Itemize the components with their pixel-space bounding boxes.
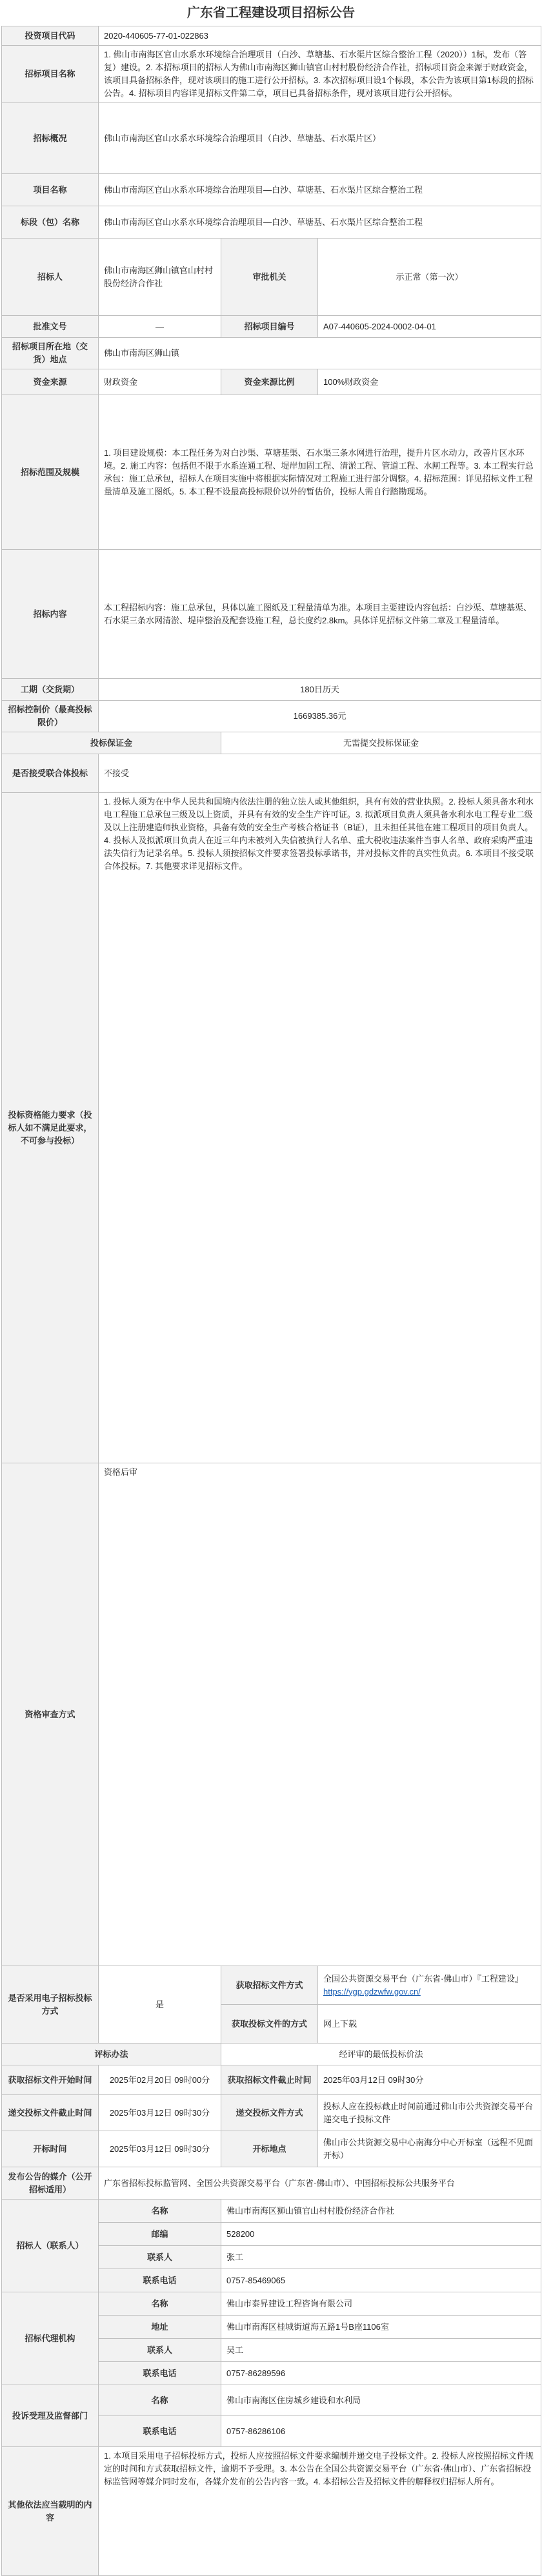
field-value: 2020-440605-77-01-022863 bbox=[99, 26, 541, 46]
field-value: 佛山市南海区官山水系水环境综合治理项目—白沙、草塘基、石水渠片区综合整治工程 bbox=[99, 206, 541, 239]
field-label: 是否采用电子招标投标方式 bbox=[2, 1966, 99, 2044]
table-row bbox=[2, 732, 541, 754]
table-row bbox=[2, 206, 541, 239]
field-label: 工期（交货期） bbox=[2, 679, 99, 701]
field-label: 投诉受理及监督部门 bbox=[2, 2385, 99, 2447]
table-row bbox=[2, 550, 541, 679]
field-label: 审批机关 bbox=[221, 239, 318, 316]
table-row bbox=[2, 2167, 541, 2200]
table-row bbox=[2, 2095, 541, 2131]
field-label: 招标项目编号 bbox=[221, 316, 318, 338]
field-label: 招标概况 bbox=[2, 103, 99, 174]
table-row bbox=[2, 369, 541, 395]
field-value: 无需提交投标保证金 bbox=[221, 732, 541, 754]
field-label: 联系人 bbox=[99, 2246, 221, 2269]
table-row bbox=[2, 46, 541, 103]
field-value: 2025年03月12日 09时30分 bbox=[318, 2065, 541, 2095]
field-value: 广东省招标投标监管网、全国公共资源交易平台（广东省·佛山市）、中国招标投标公共服务平台 bbox=[99, 2167, 541, 2200]
field-value: 1. 项目建设规模：本工程任务为对白沙渠、草塘基渠、石水渠三条水网进行治理，提升片区水动力，改善片区水环境。2. 施工内容：包括但不限于水系连通工程、堤岸加固工程、清淤工程、管道工程、水闸工程等。3. 本工程实行总承包：施工总承包，招标人在项目实施中将根据实际情况对工程施工进行部分调整。4. 招标范围：详见招标文件工程量清单及施工图纸。5. 本工程不设最高投标限价以外的暂估价，投标人需自行踏勘现场。 bbox=[99, 395, 541, 550]
field-label: 招标代理机构 bbox=[2, 2292, 99, 2385]
field-value: 佛山市南海区官山水系水环境综合治理项目（白沙、草塘基、石水渠片区） bbox=[99, 103, 541, 174]
field-value: 经评审的最低投标价法 bbox=[221, 2044, 541, 2065]
field-value: 本工程招标内容：施工总承包，具体以施工图纸及工程量清单为准。本项目主要建设内容包括：白沙渠、草塘基渠、石水渠三条水网清淤、堤岸整治及配套设施工程，总长度约2.8km。具体详见招标文件第二章及工程量清单。 bbox=[99, 550, 541, 679]
field-value: 2025年03月12日 09时30分 bbox=[99, 2131, 221, 2167]
field-value: 资格后审 bbox=[99, 1463, 541, 1966]
doc-url-link[interactable]: https://ygp.gdzwfw.gov.cn/ bbox=[323, 1986, 421, 1996]
field-label: 评标办法 bbox=[2, 2044, 221, 2065]
table-row bbox=[2, 2044, 541, 2065]
field-label: 地址 bbox=[99, 2316, 221, 2339]
table-row bbox=[2, 395, 541, 550]
table-row bbox=[2, 754, 541, 793]
field-value: — bbox=[99, 316, 221, 338]
announcement-page bbox=[1, 0, 541, 2576]
tender-table bbox=[1, 26, 541, 2576]
field-label: 获取招标文件方式 bbox=[221, 1966, 318, 2005]
field-value: 佛山市泰昇建设工程咨询有限公司 bbox=[221, 2292, 541, 2316]
field-label: 获取招标文件截止时间 bbox=[221, 2065, 318, 2095]
field-label: 招标人 bbox=[2, 239, 99, 316]
field-label: 招标项目名称 bbox=[2, 46, 99, 103]
field-label: 开标地点 bbox=[221, 2131, 318, 2167]
field-value: A07-440605-2024-0002-04-01 bbox=[318, 316, 541, 338]
field-value: 吴工 bbox=[221, 2339, 541, 2362]
field-value: 2025年03月12日 09时30分 bbox=[99, 2095, 221, 2131]
field-value: 1. 本项目采用电子招标投标方式，投标人应按照招标文件要求编制并递交电子投标文件。2. 投标人应按照招标文件规定的时间和方式获取招标文件，逾期不予受理。3. 本公告在全国公共资源交易平台（广东省·佛山市）、广东省招标投标监管网等媒介同时发布，各媒介发布的公告内容一致。4. 本招标公告及招标文件的解释权归招标人所有。 bbox=[99, 2447, 541, 2576]
field-label: 联系电话 bbox=[99, 2269, 221, 2292]
field-label: 联系电话 bbox=[99, 2416, 221, 2447]
table-row bbox=[2, 1463, 541, 1966]
field-label: 联系人 bbox=[99, 2339, 221, 2362]
field-label: 投资项目代码 bbox=[2, 26, 99, 46]
table-row bbox=[2, 793, 541, 1463]
field-label: 招标内容 bbox=[2, 550, 99, 679]
doc-platform: 全国公共资源交易平台（广东省·佛山市）『工程建设』 bbox=[323, 1973, 523, 1984]
field-value bbox=[318, 1966, 541, 2005]
table-row bbox=[2, 2447, 541, 2576]
field-value: 佛山市南海区狮山镇官山村村股份经济合作社 bbox=[221, 2200, 541, 2223]
field-value: 180日历天 bbox=[99, 679, 541, 701]
table-row bbox=[2, 174, 541, 206]
field-value: 528200 bbox=[221, 2223, 541, 2246]
table-row bbox=[2, 2065, 541, 2095]
table-row bbox=[2, 103, 541, 174]
table-row bbox=[2, 701, 541, 732]
field-label: 联系电话 bbox=[99, 2362, 221, 2385]
table-row bbox=[2, 239, 541, 316]
field-label: 招标人（联系人） bbox=[2, 2200, 99, 2292]
field-label: 递交投标文件截止时间 bbox=[2, 2095, 99, 2131]
field-value: 0757-86289596 bbox=[221, 2362, 541, 2385]
field-value: 佛山市南海区狮山镇官山村村股份经济合作社 bbox=[99, 239, 221, 316]
field-value: 不接受 bbox=[99, 754, 541, 793]
page-title: 广东省工程建设项目招标公告 bbox=[187, 6, 355, 20]
field-label: 名称 bbox=[99, 2292, 221, 2316]
field-label: 标段（包）名称 bbox=[2, 206, 99, 239]
field-label: 资格审查方式 bbox=[2, 1463, 99, 1966]
field-value: 佛山市南海区官山水系水环境综合治理项目—白沙、草塘基、石水渠片区综合整治工程 bbox=[99, 174, 541, 206]
field-label: 发布公告的媒介（公开招标适用） bbox=[2, 2167, 99, 2200]
field-value: 佛山市南海区桂城街道海五路1号B座1106室 bbox=[221, 2316, 541, 2339]
field-label: 招标控制价（最高投标限价） bbox=[2, 701, 99, 732]
table-row bbox=[2, 2292, 541, 2316]
field-label: 招标项目所在地（交货）地点 bbox=[2, 338, 99, 369]
table-row bbox=[2, 679, 541, 701]
field-value: 100%财政资金 bbox=[318, 369, 541, 395]
field-value: 张工 bbox=[221, 2246, 541, 2269]
field-label: 名称 bbox=[99, 2385, 221, 2416]
field-label: 项目名称 bbox=[2, 174, 99, 206]
field-label: 开标时间 bbox=[2, 2131, 99, 2167]
field-label: 招标范围及规模 bbox=[2, 395, 99, 550]
field-label: 投标保证金 bbox=[2, 732, 221, 754]
field-value: 2025年02月20日 09时00分 bbox=[99, 2065, 221, 2095]
field-label: 是否接受联合体投标 bbox=[2, 754, 99, 793]
field-value: 1. 投标人须为在中华人民共和国境内依法注册的独立法人或其他组织，具有有效的营业执照。2. 投标人须具备水利水电工程施工总承包三级及以上资质，并具有有效的安全生产许可证。3. 拟派项目负责人须具备水利水电工程专业二级及以上注册建造师执业资格，具备有效的安全生产考核合格证书（B证），且未担任其他在建工程项目的项目负责人。4. 投标人及拟派项目负责人在近三年内未被列入失信被执行人名单、重大税收违法案件当事人名单、政府采购严重违法失信行为记录名单。5. 投标人须按招标文件要求签署投标承诺书，并对投标文件的真实性负责。6. 本项目不接受联合体投标。7. 其他要求详见招标文件。 bbox=[99, 793, 541, 1463]
table-row bbox=[2, 26, 541, 46]
field-value: 示正常（第一次） bbox=[318, 239, 541, 316]
field-label: 批准文号 bbox=[2, 316, 99, 338]
field-value: 佛山市南海区住房城乡建设和水利局 bbox=[221, 2385, 541, 2416]
field-value: 1669385.36元 bbox=[99, 701, 541, 732]
field-value: 网上下载 bbox=[318, 2005, 541, 2044]
field-value: 佛山市公共资源交易中心南海分中心开标室（远程不见面开标） bbox=[318, 2131, 541, 2167]
field-value: 0757-85469065 bbox=[221, 2269, 541, 2292]
table-row bbox=[2, 1966, 541, 2005]
field-label: 资金来源 bbox=[2, 369, 99, 395]
field-label: 递交投标文件方式 bbox=[221, 2095, 318, 2131]
table-row bbox=[2, 2385, 541, 2416]
table-row bbox=[2, 338, 541, 369]
field-value: 佛山市南海区狮山镇 bbox=[99, 338, 541, 369]
field-value: 财政资金 bbox=[99, 369, 221, 395]
field-value: 1. 佛山市南海区官山水系水环境综合治理项目（白沙、草塘基、石水渠片区综合整治工程（2020））1标，发布（答复）建设。2. 本招标项目的招标人为佛山市南海区狮山镇官山村村股份经济合作社，招标项目资金来源于财政资金，该项目具备招标条件，现对该项目的施工进行公开招标。3. 本次招标项目设1个标段，本公告为该项目第1标段的招标公告。4. 招标项目内容详见招标文件第二章，项目已具备招标条件，现对该项目进行公开招标。 bbox=[99, 46, 541, 103]
field-value: 0757-86286106 bbox=[221, 2416, 541, 2447]
table-row bbox=[2, 2131, 541, 2167]
field-label: 获取投标文件的方式 bbox=[221, 2005, 318, 2044]
table-row bbox=[2, 316, 541, 338]
field-value: 是 bbox=[99, 1966, 221, 2044]
field-label: 其他依法应当载明的内容 bbox=[2, 2447, 99, 2576]
field-label: 投标资格能力要求（投标人如不满足此要求，不可参与投标） bbox=[2, 793, 99, 1463]
field-label: 名称 bbox=[99, 2200, 221, 2223]
field-value: 投标人应在投标截止时间前通过佛山市公共资源交易平台递交电子投标文件 bbox=[318, 2095, 541, 2131]
field-label: 资金来源比例 bbox=[221, 369, 318, 395]
field-label: 邮编 bbox=[99, 2223, 221, 2246]
table-row bbox=[2, 2200, 541, 2223]
field-label: 获取招标文件开始时间 bbox=[2, 2065, 99, 2095]
